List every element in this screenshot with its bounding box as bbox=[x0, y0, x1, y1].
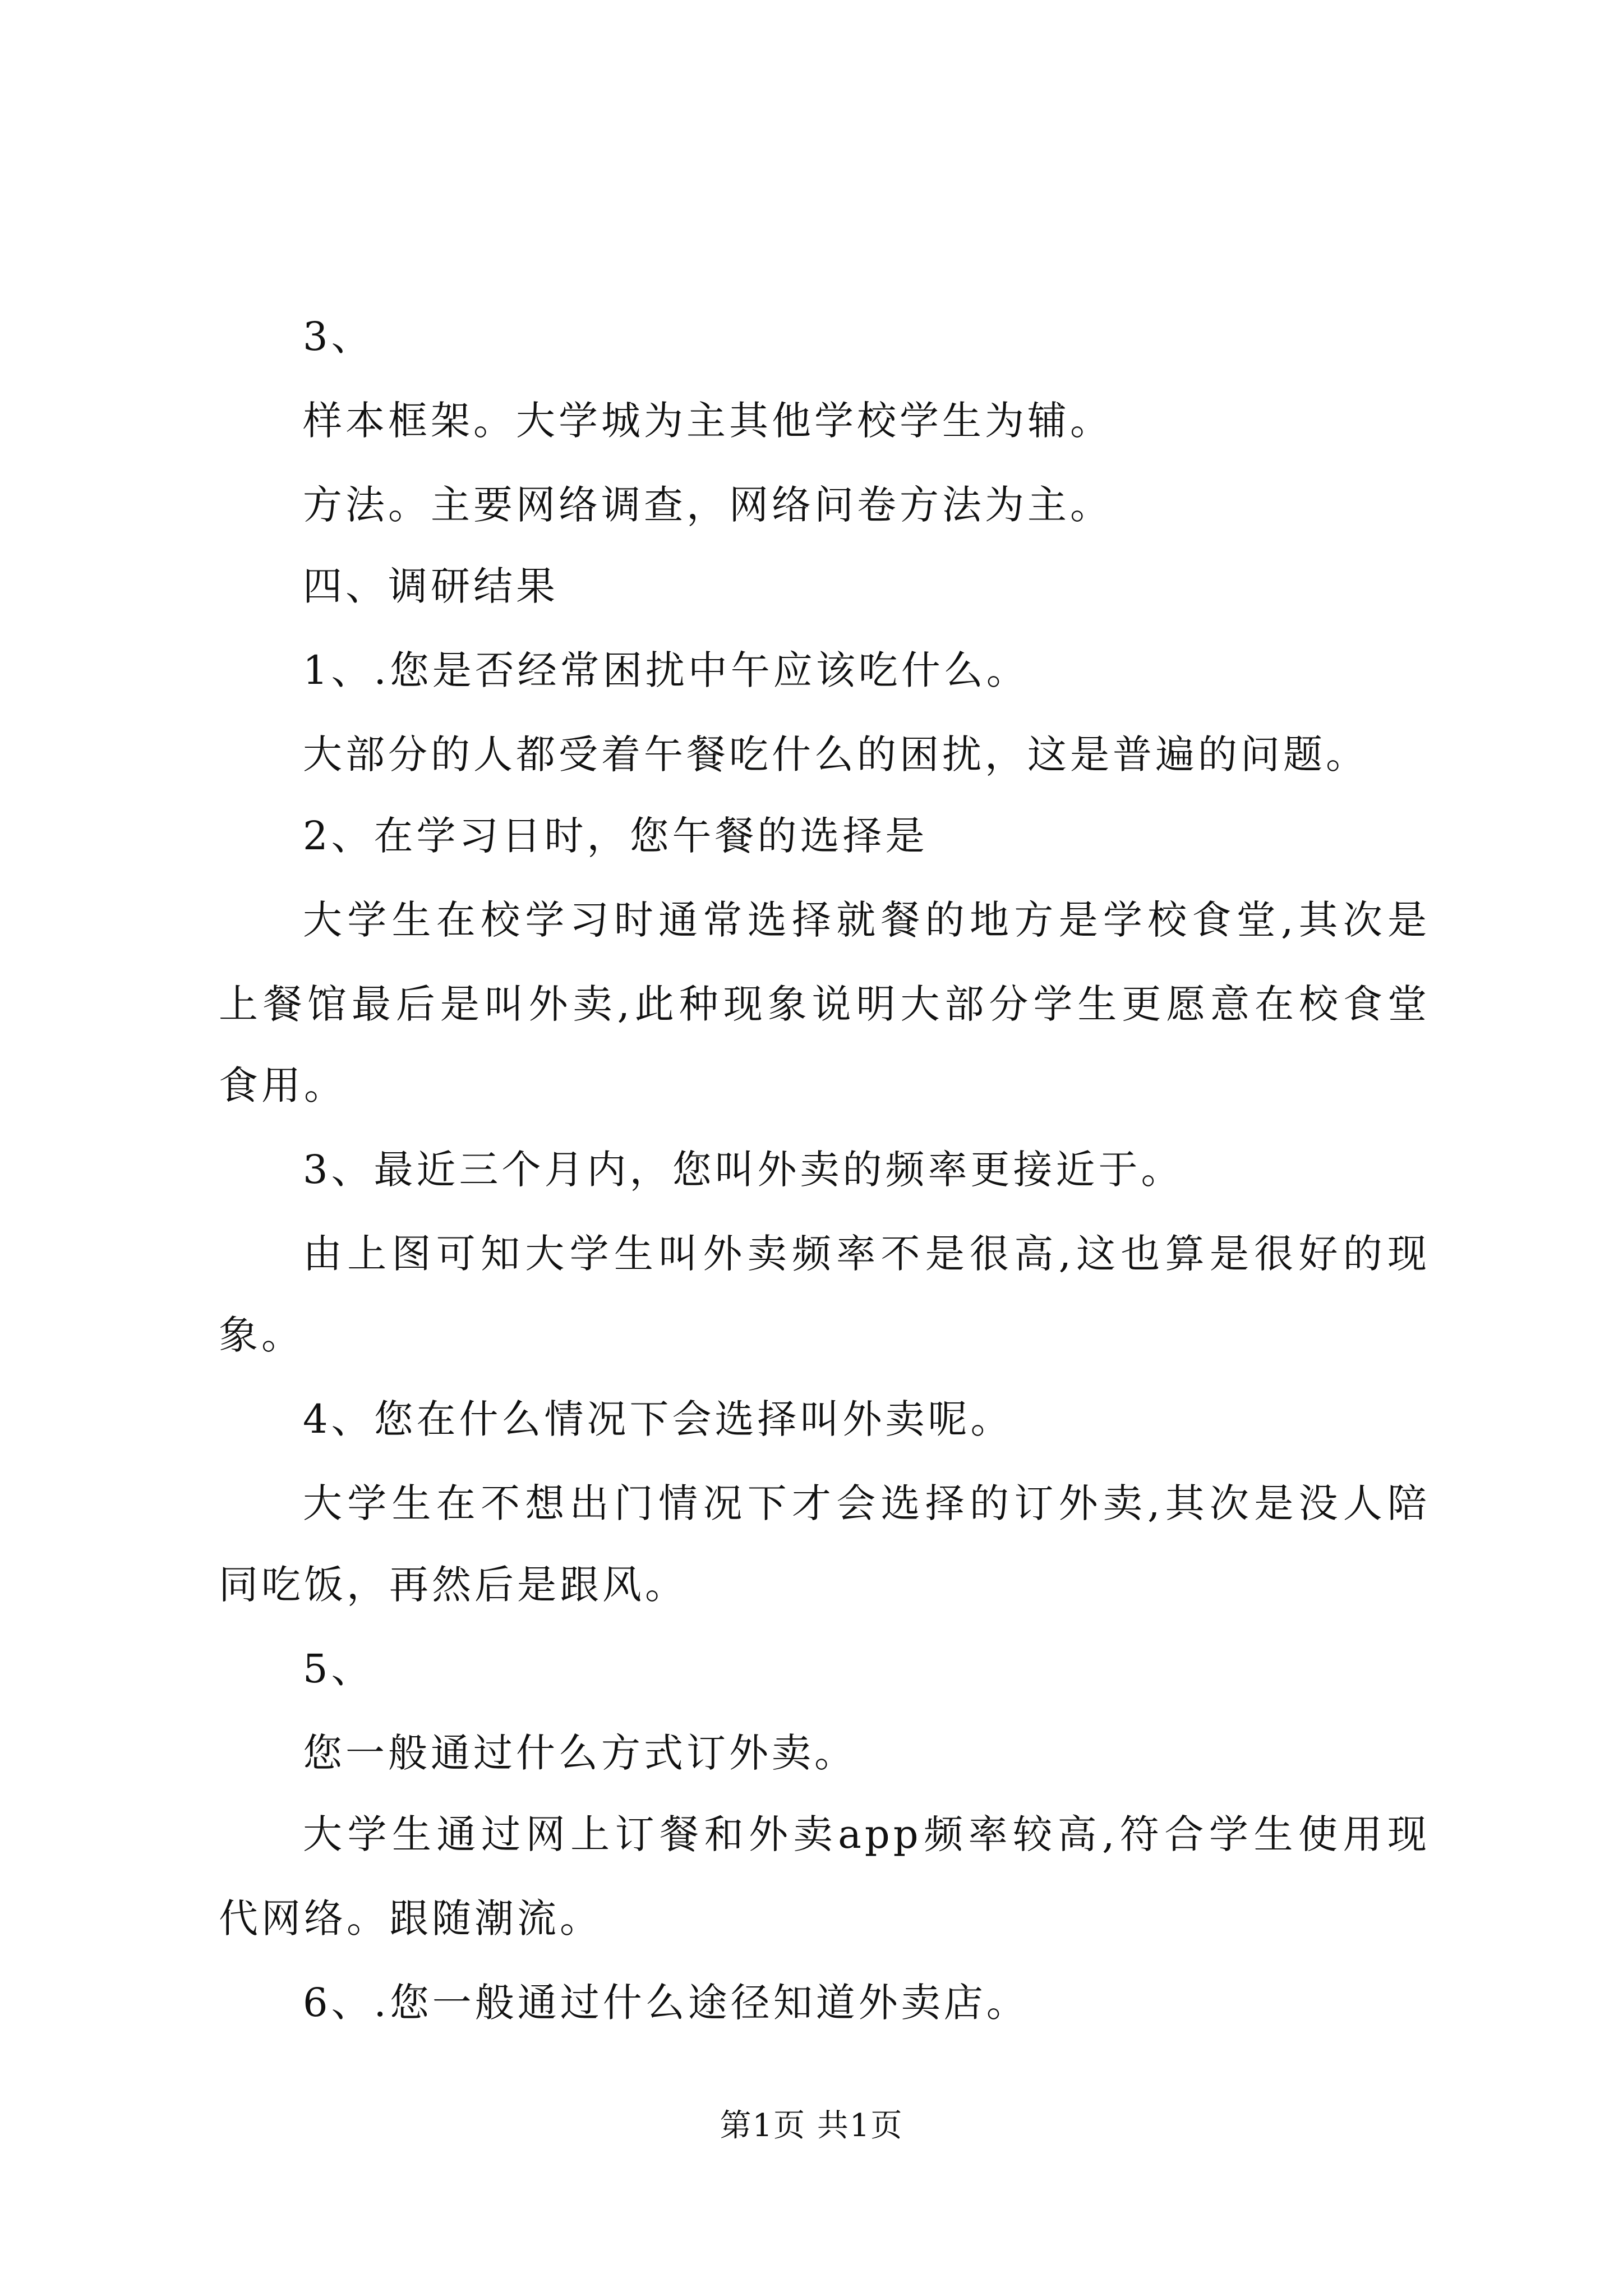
page-footer: 第1页 共1页 bbox=[720, 2108, 903, 2144]
paragraph-line: 您一般通过什么方式订外卖。 bbox=[303, 1730, 857, 1776]
question-line: 1、.您是否经常困扰中午应该吃什么。 bbox=[303, 647, 1029, 693]
paragraph-line: 代网络。跟随潮流。 bbox=[219, 1895, 602, 1941]
paragraph-line: 大学生在不想出门情况下才会选择的订外卖,其次是没人陪 bbox=[303, 1480, 1430, 1526]
paragraph-line: 象。 bbox=[219, 1312, 304, 1358]
question-line: 2、在学习日时，您午餐的选择是 bbox=[303, 813, 928, 859]
paragraph-line: 大部分的人都受着午餐吃什么的困扰，这是普遍的问题。 bbox=[303, 731, 1368, 777]
paragraph-line: 食用。 bbox=[219, 1062, 347, 1108]
question-line: 5、 bbox=[303, 1646, 374, 1692]
paragraph-line: 大学生在校学习时通常选择就餐的地方是学校食堂,其次是 bbox=[303, 897, 1430, 943]
paragraph-line: 同吃饭，再然后是跟风。 bbox=[219, 1562, 688, 1608]
paragraph-line: 上餐馆最后是叫外卖,此种现象说明大部分学生更愿意在校食堂 bbox=[219, 981, 1430, 1027]
paragraph-line: 由上图可知大学生叫外卖频率不是很高,这也算是很好的现 bbox=[303, 1231, 1430, 1277]
paragraph-line: 3、 bbox=[303, 314, 374, 360]
paragraph-line: 样本框架。大学城为主其他学校学生为辅。 bbox=[303, 398, 1113, 444]
paragraph-line: 方法。主要网络调查，网络问卷方法为主。 bbox=[303, 482, 1113, 528]
section-heading: 四、调研结果 bbox=[303, 563, 559, 609]
question-line: 3、最近三个月内，您叫外卖的频率更接近于。 bbox=[303, 1147, 1184, 1193]
question-line: 6、.您一般通过什么途径知道外卖店。 bbox=[303, 1980, 1029, 2026]
question-line: 4、您在什么情况下会选择叫外卖呢。 bbox=[303, 1396, 1013, 1442]
paragraph-line: 大学生通过网上订餐和外卖app频率较高,符合学生使用现 bbox=[303, 1811, 1430, 1857]
